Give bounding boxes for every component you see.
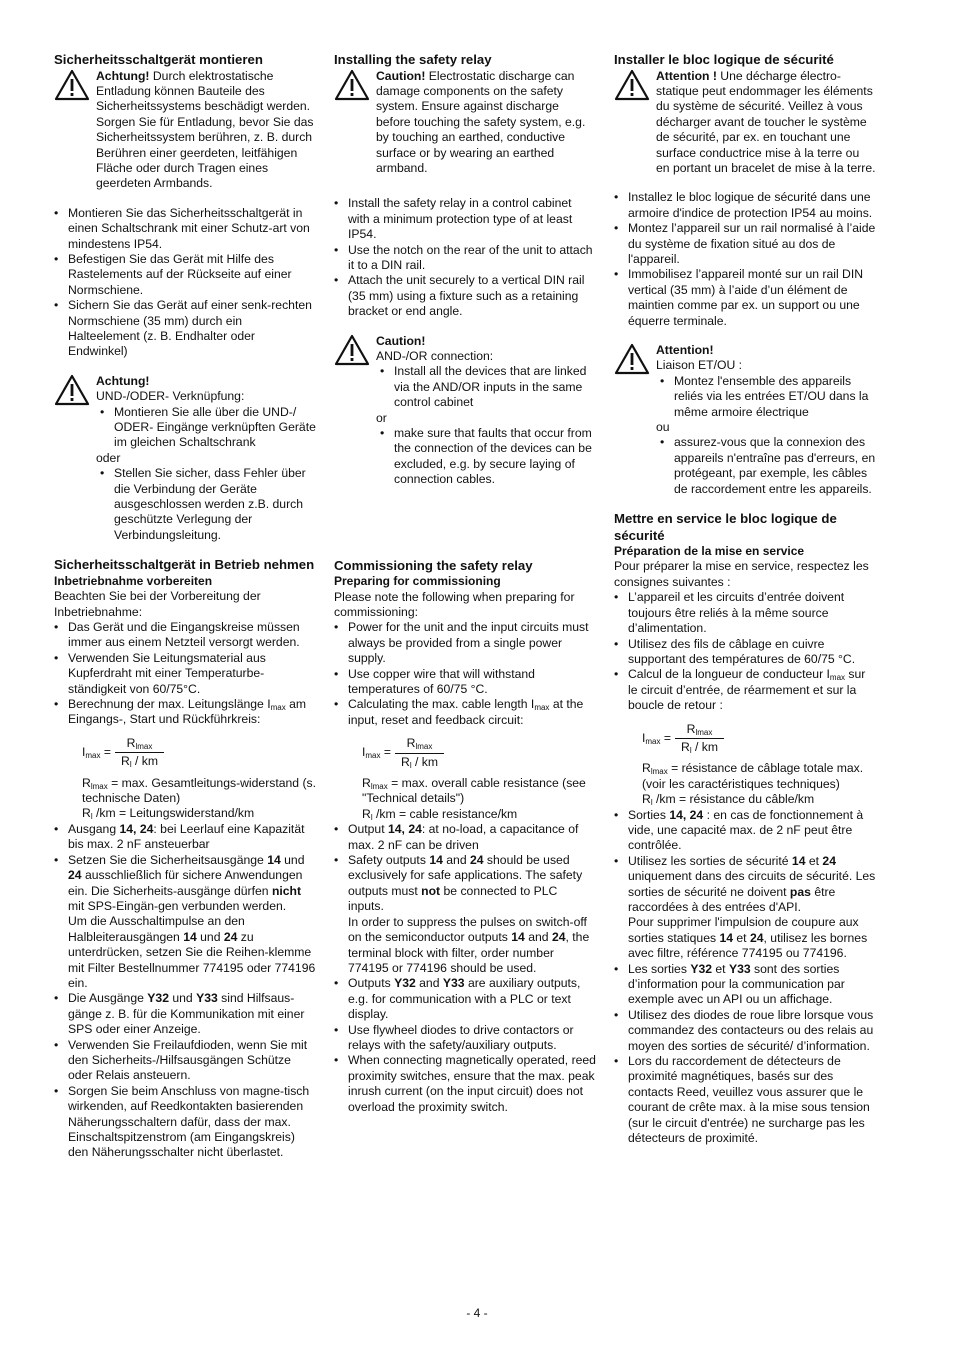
or-text: ou [656, 420, 670, 435]
caution-title: Attention! [656, 343, 714, 357]
commissioning-list-2 [54, 822, 316, 1161]
intro-text: Beachten Sie bei der Vorbereitung der Inbetriebnahme: [54, 589, 261, 619]
list-item: • Use copper wire that will withstand temperatures of 60/75 °C. [334, 667, 596, 698]
formula-definitions: $R_{lmax} = \max$. Gesamtleitungs-widerstand (s. technische Daten) $R_l$ /km = Leitungswiderstand/km [82, 775, 316, 822]
cable-length-formula: $I_{max}$ = $R_{lmax}$ $R_l$ / km [362, 736, 596, 770]
caution-line: UND-/ODER- Verknüpfung: [96, 389, 245, 404]
commissioning-list [54, 620, 316, 728]
list-item: • Setzen Sie die Sicherheitsausgänge 14 und 24 ausschließlich für sichere Anwendungen ein. Die Sicherheits-ausgänge dürfen nicht mit SPS-Eingän-gen verbunden werden. Um die Ausschaltimpulse an den Halbleiterausgängen 14 und 24 zu unterdrücken, setzen Sie die Reihen-klemme mit Filter Bestellnummer 774195 oder 774196 ein. [54, 853, 316, 992]
section-heading: Installer le bloc logique de sécurité [614, 52, 834, 67]
list-item: • Montez l’appareil sur un rail normalisé à l’aide du système de fixation situé au dos de l'appareil. [614, 221, 876, 267]
list-item: • Die Ausgänge Y32 und Y33 sind Hilfsaus-gänge z. B. für die Kommunikation mit einer SPS oder einer Anzeige. [54, 991, 316, 1037]
list-item: • When connecting magnetically operated, reed proximity switches, ensure that the max. peak inrush current (on the input circuit) does not overload the proximity switch. [334, 1053, 596, 1115]
caution-block [54, 69, 316, 192]
caution-block [54, 374, 316, 543]
list-item: • Verwenden Sie Leitungsmaterial aus Kupferdraht mit einer Temperaturbe-ständigkeit von 60/75°C. [54, 651, 316, 697]
or-text: oder [96, 450, 121, 465]
list-item: • Install all the devices that are linked via the AND/OR inputs in the same control cabinet [376, 364, 596, 410]
install-list [54, 206, 316, 360]
list-item: • Sorgen Sie beim Anschluss von magne-tisch wirkenden, auf Reedkontakten basierenden Näherungsschaltern dafür, dass der max. Einschaltspitzenstrom (am Eingangskreis) den Näherungsschalter nicht überlastet. [54, 1084, 316, 1161]
page-number: - 4 - [466, 1306, 488, 1320]
list-item: • Montez l'ensemble des appareils reliés via les entrées ET/OU dans la même armoire électrique [656, 374, 876, 420]
list-item: • Sichern Sie das Gerät auf einer senk-rechten Normschiene (35 mm) durch ein Halteelement (z. B. Endhalter oder Endwinkel) [54, 298, 316, 360]
intro-text: Pour préparer la mise en service, respectez les consignes suivantes : [614, 559, 869, 589]
caution-block [614, 69, 876, 177]
caution-text: Achtung! Durch elektrostatische Entladung können Bauteile des Sicherheitssystems beschädigt werden. Sorgen Sie für Entladung, bevor Sie das Sicherheitssystem berühren, z. B. durch Berühren einer geerdeten, leitfähigen Fläche oder durch Tragen eines geerdeten Armbands. [96, 68, 314, 191]
column-french [614, 52, 876, 1147]
cable-length-formula: $I_{max}$ = $R_{lmax}$ $R_l$ / km [82, 736, 316, 770]
warning-icon [334, 69, 370, 101]
install-list [614, 190, 876, 329]
commissioning-list-2 [334, 822, 596, 1115]
subheading: Préparation de la mise en service [614, 544, 805, 559]
list-item: • Power for the unit and the input circuits must always be provided from a single power supply. [334, 620, 596, 666]
list-item: • Sorties 14, 24 : en cas de fonctionnement à vide, une capacité max. de 2 nF peut être contrôlée. [614, 808, 876, 854]
section-heading: Sicherheitsschaltgerät in Betrieb nehmen [54, 557, 315, 573]
list-item: • assurez-vous que la connexion des appareils n'entraîne pas d'erreurs, en protégeant, par exemple, les câbles de raccordement entre les appareils. [656, 435, 876, 497]
warning-icon [614, 343, 650, 375]
list-item: • Stellen Sie sicher, dass Fehler über die Verbindung der Geräte ausgeschlossen werden z.B. durch geschützte Verlegung der Verbindungsleitung. [96, 466, 316, 543]
caution-block [334, 334, 596, 488]
caution-title: Caution! [376, 333, 426, 348]
list-item: • Calculating the max. cable length $I_{max}$ at the input, reset and feedback circuit: [334, 697, 596, 728]
list-item: • Use flywheel diodes to drive contactors or relays with the safety/auxiliary outputs. [334, 1023, 596, 1054]
formula-definitions: $R_{lmax}$ = résistance de câblage totale max. (voir les caractéristiques techniques) $R_l$ /km = résistance du câble/km [642, 761, 864, 808]
caution-line: AND-/OR connection: [376, 349, 494, 363]
list-item: • Das Gerät und die Eingangskreise müssen immer aus einem Netzteil versorgt werden. [54, 620, 316, 651]
list-item: • Utilisez les sorties de sécurité 14 et 24 uniquement dans des circuits de sécurité. Les sorties de sécurité ne doivent pas être raccordées à des entrées d'API. Pour supprimer l'impulsion de coupure aux sorties statiques 14 et 24, utilisez les bornes avec filtre, référence 774195 ou 774196. [614, 854, 876, 962]
intro-text: Please note the following when preparing for commissioning: [334, 589, 575, 619]
caution-text: Caution! Electrostatic discharge can damage components on the safety system. Ensure against discharge before touching the safety system, e.g. by touching an earthed, conductive surface or by wearing an earthed armband. [376, 68, 586, 175]
warning-icon [614, 69, 650, 101]
caution-block [334, 69, 596, 177]
cable-length-formula: $I_{max}$ = $R_{lmax}$ $R_l$ / km [642, 722, 876, 756]
list-item: • L’appareil et les circuits d’entrée doivent toujours être reliés à la même source d’alimentation. [614, 590, 876, 636]
section-heading: Commissioning the safety relay [334, 557, 533, 573]
commissioning-list [614, 590, 876, 713]
list-item: • Berechnung der max. Leitungslänge $I_{max}$ am Eingangs-, Start und Rückführkreis: [54, 697, 316, 728]
list-item: • Befestigen Sie das Gerät mit Hilfe des Rastelements auf der Rückseite auf einer Normschiene. [54, 252, 316, 298]
list-item: • Utilisez des diodes de roue libre lorsque vous commandez des contacteurs ou des relais au moyen des sorties de sécurité/ d’information. [614, 1008, 876, 1054]
commissioning-list [334, 620, 596, 728]
column-english [334, 52, 596, 1115]
list-item: • Montieren Sie alle über die UND-/ ODER- Eingänge verknüpften Geräte im gleichen Schaltschrank [96, 405, 316, 451]
list-item: • Les sorties Y32 et Y33 sont des sorties d’information pour la communication par exemple avec un API ou un affichage. [614, 962, 876, 1008]
warning-icon [334, 334, 370, 366]
subheading: Inbetriebnahme vorbereiten [54, 573, 213, 588]
list-item: • Immobilisez l’appareil monté sur un rail DIN vertical (35 mm) à l’aide d’un élément de maintien comme par ex. un support ou une équerre terminale. [614, 267, 876, 329]
warning-icon [54, 69, 90, 101]
list-item: • Utilisez des fils de câblage en cuivre supportant des températures de 60/75 °C. [614, 637, 876, 668]
list-item: • Lors du raccordement de détecteurs de proximité magnétiques, basés sur des contacts Reed, veuillez vous assurer que le courant de crête max. à la mise sous tension (sur le circuit d'entrée) ne surcharge pas les détecteurs de proximité. [614, 1054, 876, 1146]
caution-title: Achtung! [96, 373, 150, 388]
list-item: • Outputs Y32 and Y33 are auxiliary outputs, e.g. for communication with a PLC or text display. [334, 976, 596, 1022]
warning-icon [54, 374, 90, 406]
section-heading: Mettre en service le bloc logique de sécurité [614, 511, 837, 543]
list-item: • Install the safety relay in a control cabinet with a minimum protection type of at least IP54. [334, 196, 596, 242]
section-heading: Sicherheitsschaltgerät montieren [54, 52, 263, 67]
list-item: • make sure that faults that occur from the connection of the devices can be excluded, e.g. by secure laying of connection cables. [376, 426, 596, 488]
caution-line: Liaison ET/OU : [656, 358, 743, 373]
subheading: Preparing for commissioning [334, 574, 501, 589]
list-item: • Output 14, 24: at no-load, a capacitance of max. 2 nF can be driven [334, 822, 596, 853]
list-item: • Use the notch on the rear of the unit to attach it to a DIN rail. [334, 243, 596, 274]
list-item: • Ausgang 14, 24: bei Leerlauf eine Kapazität bis max. 2 nF ansteuerbar [54, 822, 316, 853]
list-item: • Attach the unit securely to a vertical DIN rail (35 mm) using a fixture such as a retaining bracket or end angle. [334, 273, 596, 319]
list-item: • Montieren Sie das Sicherheitsschaltgerät in einen Schaltschrank mit einer Schutz-art von mindestens IP54. [54, 206, 316, 252]
caution-block [614, 343, 876, 497]
list-item: • Calcul de la longueur de conducteur $I_{max}$ sur le circuit d’entrée, de réarmement et sur la boucle de retour : [614, 667, 876, 713]
caution-text: Attention ! Une décharge électro-statique peut endommager les éléments du système de sécurité. Veillez à vous décharger avant de toucher le système de sécurité, par ex. en touchant une surface conductrice mise à la terre ou en portant un bracelet de mise à la terre. [656, 68, 876, 175]
list-item: • Installez le bloc logique de sécurité dans une armoire d'indice de protection IP54 au moins. [614, 190, 876, 221]
formula-definitions: $R_{lmax} = \max$. overall cable resistance (see "Technical details") $R_l$ /km = cable resistance/km [362, 776, 586, 822]
column-german [54, 52, 316, 1161]
commissioning-list-2 [614, 808, 876, 1147]
or-text: or [376, 410, 387, 425]
list-item: • Verwenden Sie Freilaufdioden, wenn Sie mit den Sicherheits-/Hilfsausgängen Schütze oder Relais ansteuern. [54, 1038, 316, 1084]
install-list [334, 196, 596, 319]
list-item: • Safety outputs 14 and 24 should be used exclusively for safe applications. The safety outputs must not be connected to PLC inputs. In order to suppress the pulses on switch-off on the semiconductor outputs 14 and 24, the terminal block with filter, order number 774195 or 774196 should be used. [334, 853, 596, 976]
section-heading: Installing the safety relay [334, 52, 492, 67]
